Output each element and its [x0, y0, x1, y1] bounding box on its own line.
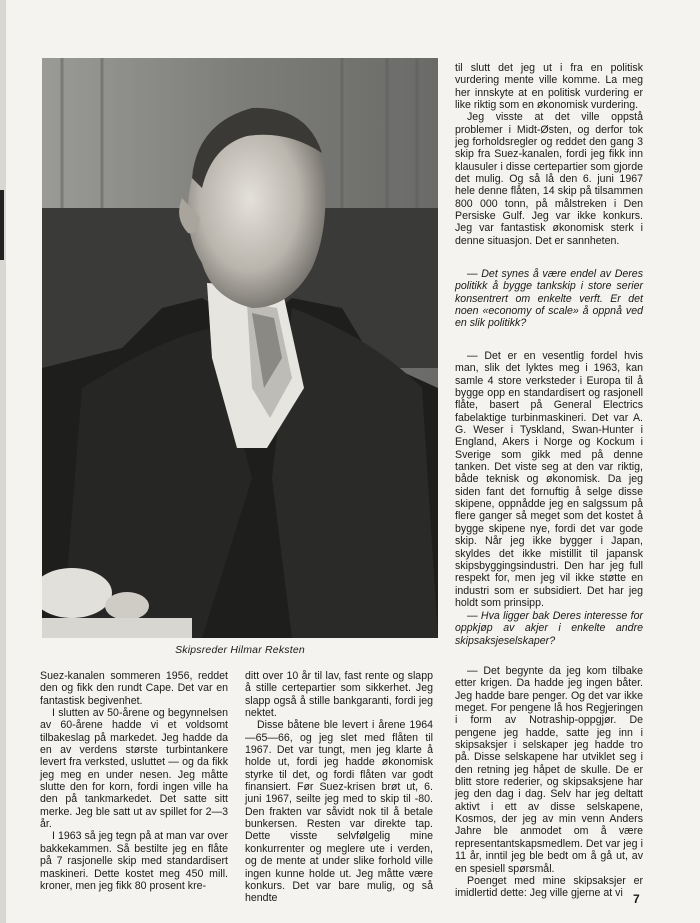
- interview-question-2: [455, 610, 643, 647]
- portrait-photo: [42, 58, 438, 638]
- paragraph: Suez-kanalen sommeren 1956, reddet den og fikk den rundt Cape. Det var en fantastisk begivenhet.: [40, 670, 228, 707]
- paragraph: Jeg visste at det ville oppstå problemer i Midt-Østen, og derfor tok jeg forholdsregler og reddet den gang 3 skip fra Suez-kanalen, fordi jeg fikk inn klausuler i disse certepartier som gjorde det mulig. Og så lå den 6. juni 1967 hele denne flåten, 14 skip på tilsammen 800 000 tonn, på målstreken i Den Persiske Gulf. Jeg var ikke konkurs. Jeg var fantastisk økonomisk sterk i denne situasjon. Det er sannheten.: [455, 111, 643, 247]
- interview-question-1: [455, 268, 643, 330]
- paragraph: I 1963 så jeg tegn på at man var over bakkekammen. Så bestilte jeg en flåte på 7 rasjonelle skip med standardisert maskineri. Dette kostet meg 450 mill. kroner, men jeg fikk 80 prosent kre-: [40, 830, 228, 892]
- interview-answer-2: [455, 665, 643, 900]
- article-column-bottom-left: [40, 670, 228, 892]
- article-column-right-top: [455, 62, 643, 247]
- question-text: — Det synes å være endel av Deres politikk å bygge tankskip i store serier konsentrert om enkelte verft. Er det noen «economy of scale» å oppnå ved en slik politikk?: [455, 268, 643, 330]
- edge-tab-mark: [0, 190, 4, 260]
- paragraph: I slutten av 50-årene og begynnelsen av 60-årene hadde vi et voldsomt tilbakeslag på markedet. Jeg hadde da en av verdens største turbintankere levert fra verksted, usluttet — og da fikk jeg meg en under nesen. Jeg måtte slutte den for korn, fordi ingen ville ha den på tankmarkedet. Det satte sitt merke. Jeg ble satt ut av spillet for 2—3 år.: [40, 707, 228, 831]
- article-column-bottom-middle: [245, 670, 433, 905]
- answer-text: Poenget med mine skipsaksjer er imidlertid dette: Jeg ville gjerne at vi: [455, 874, 643, 900]
- paragraph: Disse båtene ble levert i årene 1964—65—66, og jeg slet med flåten til 1967. Det var tungt, men jeg klarte å holde ut, fordi jeg hadde økonomisk styrke til det, og fordi flåten var godt finansiert. Før Suez-krisen brøt ut, 6. juni 1967, seilte jeg med to skip til -80. Den frakten var såvidt nok til å betale bunkersen. Resten var direkte tap. Dette visste selvfølgelig mine konkurrenter og meglere ute i verden, og de mente at under slike forhold ville ingen kunne holde ut. Jeg måtte være konkurs. Det var bare mulig, og så hendte: [245, 719, 433, 905]
- photo-caption: Skipsreder Hilmar Reksten: [175, 644, 305, 656]
- page-edge: [0, 0, 6, 923]
- paragraph: ditt over 10 år til lav, fast rente og slapp å stille certepartier som sikkerhet. Jeg slapp også å stille bankgaranti, fordi jeg nektet.: [245, 670, 433, 720]
- answer-text: — Det er en vesentlig fordel hvis man, slik det lyktes meg i 1963, kan samle 4 store verksteder i Europa til å bygge opp en standardisert og rasjonell flåte, basert på General Electrics fabelaktige turbinmaskineri. Det var A. G. Weser i Tyskland, Swan-Hunter i England, Akers i Norge og Kockum i Sverige som gikk med på denne tanken. Det viste seg at den var riktig, både teknisk og økonomisk. Da jeg siden fant det fornuftig å selge disse skipene, oppnådde jeg en salgssum på flere ganger så meget som det kostet å bygge skipene nye, fordi det var gode skip. Når jeg ikke bygger i Japan, skyldes det ikke mistillit til japansk skipsbyggingsindustri. Den har jeg full respekt for, men jeg vil ikke støtte en industri som er subsidiert. Det har jeg holdt som prinsipp.: [455, 350, 643, 609]
- page-number: 7: [633, 892, 640, 906]
- answer-text: — Det begynte da jeg kom tilbake etter krigen. Da hadde jeg ingen båter. Jeg hadde bare penger. Og det var ikke meget. For pengene lå hos Regjeringen i form av Notraship-oppgjør. De pengene jeg hadde, satte jeg inn i skipsaksjer i selskaper jeg hadde tro på. Disse selskapene har utviklet seg i den retning jeg håpet de skulle. De er blitt store rederier, og skipsaksjene har jeg den dag i dag. Selv har jeg deltatt aktivt i ett av disse selskapene, Kosmos, der jeg av min venn Anders Jahre ble anmodet om å være representantskapsmedlem. Det var jeg i 11 år, inntil jeg ble bedt om å gå ut, av en spesiell spørsmål.: [455, 665, 643, 875]
- question-text: — Hva ligger bak Deres interesse for oppkjøp av akjer i enkelte andre skipsaksjeselskaper?: [455, 610, 643, 647]
- interview-answer-1: [455, 350, 643, 609]
- paragraph: til slutt det jeg ut i fra en politisk vurdering mente ville komme. La meg her innskyte at en politisk vurdering er like riktig som en økonomisk vurdering.: [455, 62, 643, 112]
